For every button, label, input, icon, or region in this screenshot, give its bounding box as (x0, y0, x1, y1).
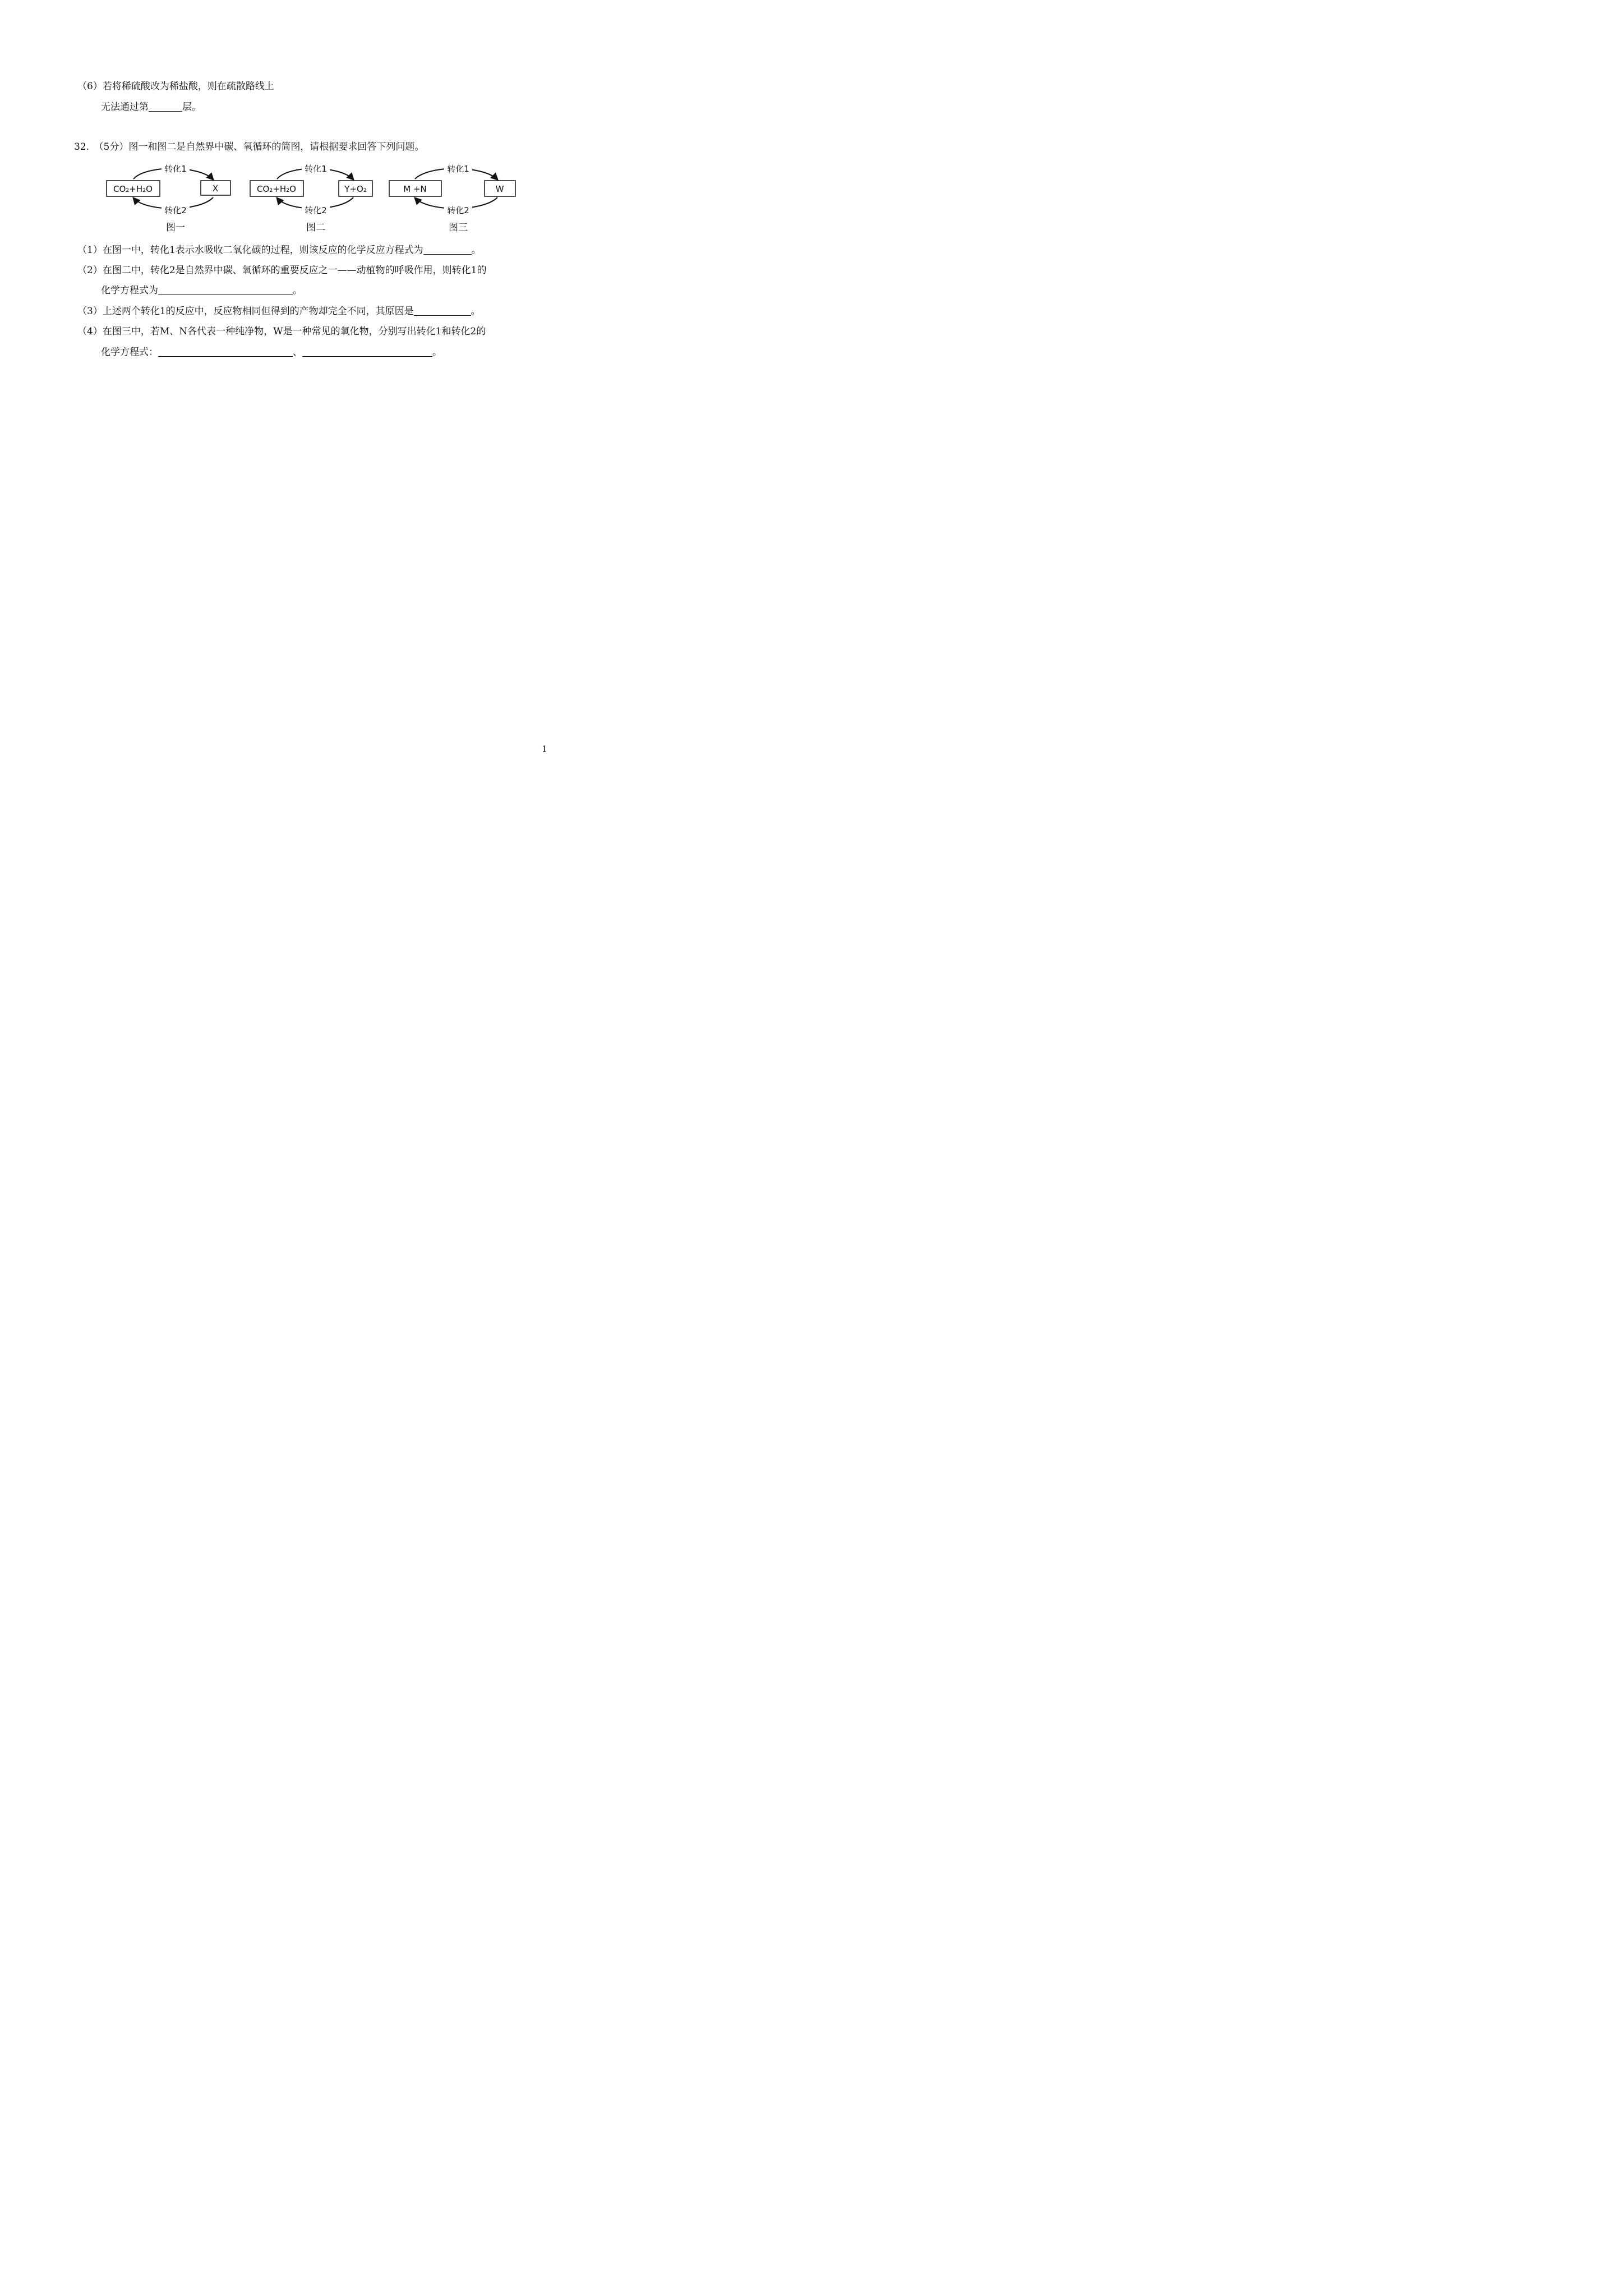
diagram-1 (107, 163, 230, 233)
diagram-2-caption: 图二 (306, 222, 325, 233)
diagram-3-right-box: W (495, 184, 504, 194)
q32-p2-line2 (101, 285, 302, 296)
diagram-2-bottom-label: 转化2 (305, 205, 327, 215)
q32-p4-line1: （4）在图三中，若M、N各代表一种纯净物，W是一种常见的氧化物，分别写出转化1和转化2的 (77, 326, 486, 337)
q32-title: 32. （5分）图一和图二是自然界中碳、氧循环的简图，请根据要求回答下列问题。 (74, 141, 425, 153)
diagram-2 (250, 163, 372, 233)
q6-line2-post: 层。 (182, 102, 201, 113)
q32-p2-end: 。 (293, 285, 302, 296)
diagram-3-caption: 图三 (449, 222, 468, 233)
diagram-1-right-box: X (212, 183, 219, 194)
q32-p1-text: （1）在图一中，转化1表示水吸收二氧化碳的过程，则该反应的化学反应方程式为 (77, 245, 423, 256)
answer-blank[interactable] (302, 347, 432, 357)
q32-p4-line2 (101, 347, 442, 358)
diagram-3-top-label: 转化1 (447, 164, 469, 174)
q32-p3 (77, 306, 481, 317)
diagram-2-top-label: 转化1 (305, 164, 327, 174)
diagram-2-right-box: Y+O₂ (344, 184, 367, 194)
diagram-1-left-box: CO₂+H₂O (113, 184, 153, 194)
q32-p2-text: 化学方程式为 (101, 285, 158, 296)
diagram-3-left-box: M +N (403, 184, 427, 194)
diagram-1-top-label: 转化1 (164, 164, 187, 174)
q32-p4-end: 。 (432, 347, 442, 358)
diagram-2-left-box: CO₂+H₂O (257, 184, 296, 194)
q6-line2-pre: 无法通过第 (101, 102, 149, 113)
q32-p3-end: 。 (471, 306, 481, 317)
q32-p1 (77, 245, 481, 256)
q32-p4-sep: 、 (293, 347, 302, 358)
page-number: 1 (542, 744, 547, 754)
answer-blank[interactable] (149, 102, 182, 112)
diagram-3-bottom-label: 转化2 (447, 205, 469, 215)
q6-line1: （6）若将稀硫酸改为稀盐酸，则在疏散路线上 (77, 81, 274, 92)
diagram-1-bottom-label: 转化2 (164, 205, 187, 215)
answer-blank[interactable] (414, 306, 471, 316)
q32-p2-line1: （2）在图二中，转化2是自然界中碳、氧循环的重要反应之一——动植物的呼吸作用，则转化1的 (77, 265, 487, 276)
q32-p4-text: 化学方程式： (101, 347, 158, 358)
cycle-diagrams (101, 160, 527, 233)
q6-line2 (101, 102, 201, 113)
answer-blank[interactable] (158, 347, 293, 357)
answer-blank[interactable] (158, 286, 293, 295)
diagram-1-caption: 图一 (166, 222, 185, 233)
answer-blank[interactable] (423, 245, 472, 255)
q32-p3-text: （3）上述两个转化1的反应中，反应物相同但得到的产物却完全不同，其原因是 (77, 306, 414, 317)
diagram-3 (389, 163, 515, 233)
q32-p1-end: 。 (471, 245, 481, 256)
